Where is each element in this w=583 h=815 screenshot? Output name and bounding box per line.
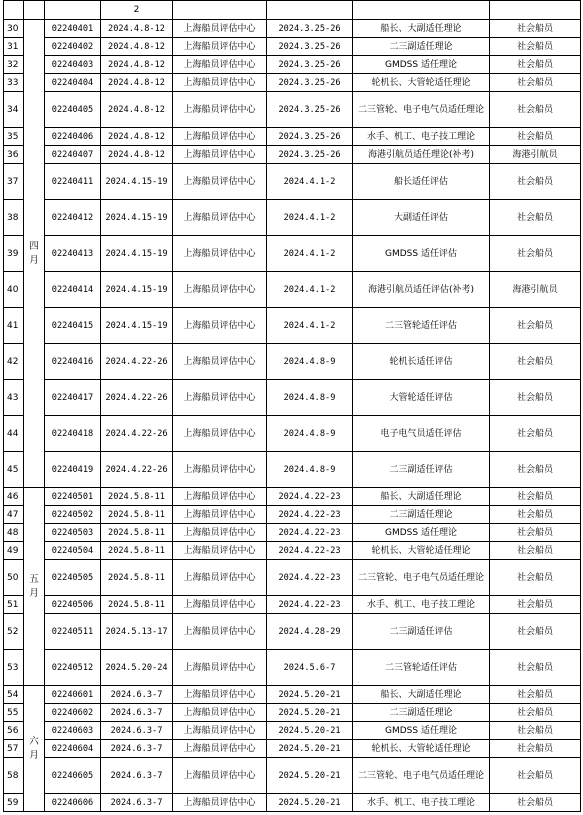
exam-center: 上海船员评估中心 <box>173 344 267 380</box>
exam-center: 上海船员评估中心 <box>173 200 267 236</box>
serial-number: 02240415 <box>45 308 101 344</box>
row-index: 43 <box>4 380 24 416</box>
training-date: 2024.4.8-12 <box>101 20 173 38</box>
exam-date: 2024.3.25-26 <box>267 74 353 92</box>
exam-date: 2024.5.6-7 <box>267 650 353 686</box>
exam-subject: 轮机长适任评估 <box>353 344 490 380</box>
candidate-category: 社会船员 <box>490 416 581 452</box>
training-date: 2024.4.22-26 <box>101 416 173 452</box>
table-row <box>4 488 581 506</box>
exam-center: 上海船员评估中心 <box>173 596 267 614</box>
table-row <box>4 524 581 542</box>
exam-date: 2024.5.20-21 <box>267 794 353 812</box>
candidate-category: 社会船员 <box>490 128 581 146</box>
exam-center: 上海船员评估中心 <box>173 20 267 38</box>
row-index: 37 <box>4 164 24 200</box>
training-date: 2024.5.20-24 <box>101 650 173 686</box>
serial-number: 02240419 <box>45 452 101 488</box>
exam-subject: 船长适任评估 <box>353 164 490 200</box>
exam-subject: 水手、机工、电子技工理论 <box>353 596 490 614</box>
serial-number: 02240417 <box>45 380 101 416</box>
exam-date: 2024.5.20-21 <box>267 758 353 794</box>
candidate-category: 海港引航员 <box>490 272 581 308</box>
training-date: 2024.6.3-7 <box>101 704 173 722</box>
serial-number: 02240605 <box>45 758 101 794</box>
exam-center: 上海船员评估中心 <box>173 380 267 416</box>
row-index: 46 <box>4 488 24 506</box>
exam-subject: 水手、机工、电子技工理论 <box>353 128 490 146</box>
exam-date: 2024.4.1-2 <box>267 272 353 308</box>
exam-subject: 轮机长、大管轮适任理论 <box>353 542 490 560</box>
candidate-category: 社会船员 <box>490 200 581 236</box>
table-row <box>4 380 581 416</box>
month-label: 六 月 <box>24 686 45 812</box>
training-date: 2024.5.8-11 <box>101 506 173 524</box>
exam-date: 2024.3.25-26 <box>267 92 353 128</box>
training-date: 2024.5.8-11 <box>101 560 173 596</box>
exam-subject: 二三副适任理论 <box>353 38 490 56</box>
exam-subject: 二三管轮、电子电气员适任理论 <box>353 758 490 794</box>
row-index: 54 <box>4 686 24 704</box>
exam-subject: GMDSS 适任理论 <box>353 56 490 74</box>
candidate-category: 社会船员 <box>490 704 581 722</box>
training-date: 2024.4.22-26 <box>101 452 173 488</box>
table-row <box>4 146 581 164</box>
exam-center: 上海船员评估中心 <box>173 704 267 722</box>
exam-date: 2024.3.25-26 <box>267 38 353 56</box>
exam-center: 上海船员评估中心 <box>173 236 267 272</box>
row-index: 42 <box>4 344 24 380</box>
serial-number: 02240416 <box>45 344 101 380</box>
exam-subject: GMDSS 适任理论 <box>353 722 490 740</box>
table-row-fragment <box>4 1 581 20</box>
month-label: 五 月 <box>24 488 45 686</box>
exam-center: 上海船员评估中心 <box>173 92 267 128</box>
exam-center: 上海船员评估中心 <box>173 506 267 524</box>
candidate-category: 社会船员 <box>490 92 581 128</box>
row-index: 35 <box>4 128 24 146</box>
exam-date: 2024.4.22-23 <box>267 542 353 560</box>
exam-subject: 船长、大副适任理论 <box>353 20 490 38</box>
table-row <box>4 38 581 56</box>
serial-number: 02240413 <box>45 236 101 272</box>
candidate-category: 社会船员 <box>490 794 581 812</box>
serial-number: 02240502 <box>45 506 101 524</box>
training-date: 2024.6.3-7 <box>101 740 173 758</box>
candidate-category: 社会船员 <box>490 344 581 380</box>
training-date: 2024.4.15-19 <box>101 308 173 344</box>
training-date: 2024.4.15-19 <box>101 200 173 236</box>
exam-date: 2024.4.22-23 <box>267 524 353 542</box>
row-index: 48 <box>4 524 24 542</box>
table-row <box>4 560 581 596</box>
table-row <box>4 452 581 488</box>
candidate-category: 社会船员 <box>490 524 581 542</box>
row-index: 55 <box>4 704 24 722</box>
exam-center: 上海船员评估中心 <box>173 524 267 542</box>
serial-number: 02240504 <box>45 542 101 560</box>
schedule-table-body <box>4 1 581 812</box>
exam-center: 上海船员评估中心 <box>173 308 267 344</box>
exam-center: 上海船员评估中心 <box>173 740 267 758</box>
training-date: 2024.6.3-7 <box>101 686 173 704</box>
exam-center: 上海船员评估中心 <box>173 614 267 650</box>
exam-date: 2024.4.22-23 <box>267 488 353 506</box>
training-date: 2024.4.22-26 <box>101 344 173 380</box>
exam-center: 上海船员评估中心 <box>173 38 267 56</box>
exam-center: 上海船员评估中心 <box>173 542 267 560</box>
exam-subject: 二三管轮适任评估 <box>353 650 490 686</box>
exam-center: 上海船员评估中心 <box>173 74 267 92</box>
exam-subject: 二三副适任评估 <box>353 614 490 650</box>
table-row <box>4 506 581 524</box>
empty-cell <box>173 1 267 20</box>
exam-date: 2024.5.20-21 <box>267 686 353 704</box>
row-index: 38 <box>4 200 24 236</box>
candidate-category: 社会船员 <box>490 164 581 200</box>
candidate-category: 社会船员 <box>490 20 581 38</box>
table-row <box>4 614 581 650</box>
exam-subject: 二三副适任理论 <box>353 704 490 722</box>
exam-center: 上海船员评估中心 <box>173 164 267 200</box>
table-row <box>4 272 581 308</box>
exam-subject: 二三管轮、电子电气员适任理论 <box>353 92 490 128</box>
serial-number: 02240501 <box>45 488 101 506</box>
serial-number: 02240602 <box>45 704 101 722</box>
training-date: 2024.4.8-12 <box>101 128 173 146</box>
exam-center: 上海船员评估中心 <box>173 416 267 452</box>
candidate-category: 社会船员 <box>490 236 581 272</box>
train-date-fragment: 2 <box>101 1 173 20</box>
table-row <box>4 344 581 380</box>
exam-date: 2024.3.25-26 <box>267 20 353 38</box>
table-row <box>4 416 581 452</box>
exam-date: 2024.4.28-29 <box>267 614 353 650</box>
row-index: 57 <box>4 740 24 758</box>
serial-number: 02240412 <box>45 200 101 236</box>
schedule-page <box>3 0 580 812</box>
exam-center: 上海船员评估中心 <box>173 722 267 740</box>
row-index: 47 <box>4 506 24 524</box>
exam-subject: 轮机长、大管轮适任理论 <box>353 74 490 92</box>
exam-date: 2024.3.25-26 <box>267 146 353 164</box>
exam-center: 上海船员评估中心 <box>173 794 267 812</box>
exam-subject: 水手、机工、电子技工理论 <box>353 794 490 812</box>
row-index: 31 <box>4 38 24 56</box>
training-date: 2024.6.3-7 <box>101 758 173 794</box>
row-index: 52 <box>4 614 24 650</box>
serial-number: 02240405 <box>45 92 101 128</box>
serial-number: 02240503 <box>45 524 101 542</box>
empty-cell <box>45 1 101 20</box>
table-row <box>4 686 581 704</box>
candidate-category: 社会船员 <box>490 506 581 524</box>
table-row <box>4 92 581 128</box>
row-index: 32 <box>4 56 24 74</box>
exam-date: 2024.4.1-2 <box>267 236 353 272</box>
table-row <box>4 200 581 236</box>
candidate-category: 社会船员 <box>490 758 581 794</box>
serial-number: 02240601 <box>45 686 101 704</box>
candidate-category: 社会船员 <box>490 452 581 488</box>
serial-number: 02240402 <box>45 38 101 56</box>
candidate-category: 社会船员 <box>490 56 581 74</box>
table-row <box>4 542 581 560</box>
table-row <box>4 758 581 794</box>
exam-center: 上海船员评估中心 <box>173 146 267 164</box>
row-index: 41 <box>4 308 24 344</box>
row-index: 56 <box>4 722 24 740</box>
serial-number: 02240403 <box>45 56 101 74</box>
training-date: 2024.5.8-11 <box>101 524 173 542</box>
candidate-category: 社会船员 <box>490 596 581 614</box>
exam-date: 2024.5.20-21 <box>267 704 353 722</box>
table-row <box>4 740 581 758</box>
exam-date: 2024.3.25-26 <box>267 128 353 146</box>
table-row <box>4 236 581 272</box>
exam-center: 上海船员评估中心 <box>173 560 267 596</box>
exam-subject: GMDSS 适任理论 <box>353 524 490 542</box>
exam-subject: 二三副适任评估 <box>353 452 490 488</box>
training-date: 2024.4.22-26 <box>101 380 173 416</box>
serial-number: 02240505 <box>45 560 101 596</box>
exam-center: 上海船员评估中心 <box>173 56 267 74</box>
training-date: 2024.6.3-7 <box>101 794 173 812</box>
table-row <box>4 164 581 200</box>
exam-date: 2024.4.8-9 <box>267 452 353 488</box>
row-index: 39 <box>4 236 24 272</box>
table-row <box>4 20 581 38</box>
exam-date: 2024.4.22-23 <box>267 596 353 614</box>
serial-number: 02240604 <box>45 740 101 758</box>
exam-center: 上海船员评估中心 <box>173 650 267 686</box>
serial-number: 02240511 <box>45 614 101 650</box>
serial-number: 02240512 <box>45 650 101 686</box>
training-date: 2024.4.15-19 <box>101 236 173 272</box>
exam-subject: 轮机长、大管轮适任理论 <box>353 740 490 758</box>
row-index: 51 <box>4 596 24 614</box>
exam-date: 2024.4.1-2 <box>267 308 353 344</box>
training-date: 2024.6.3-7 <box>101 722 173 740</box>
table-row <box>4 704 581 722</box>
row-index: 58 <box>4 758 24 794</box>
training-date: 2024.4.8-12 <box>101 56 173 74</box>
serial-number: 02240411 <box>45 164 101 200</box>
table-row <box>4 74 581 92</box>
exam-subject: GMDSS 适任评估 <box>353 236 490 272</box>
table-row <box>4 308 581 344</box>
training-date: 2024.4.8-12 <box>101 38 173 56</box>
table-row <box>4 794 581 812</box>
exam-date: 2024.4.8-9 <box>267 344 353 380</box>
exam-subject: 电子电气员适任评估 <box>353 416 490 452</box>
candidate-category: 社会船员 <box>490 308 581 344</box>
candidate-category: 社会船员 <box>490 380 581 416</box>
training-date: 2024.4.15-19 <box>101 164 173 200</box>
training-date: 2024.5.8-11 <box>101 542 173 560</box>
exam-center: 上海船员评估中心 <box>173 758 267 794</box>
exam-subject: 大管轮适任评估 <box>353 380 490 416</box>
month-label: 四 月 <box>24 20 45 488</box>
serial-number: 02240606 <box>45 794 101 812</box>
row-index: 49 <box>4 542 24 560</box>
row-index: 59 <box>4 794 24 812</box>
training-date: 2024.4.8-12 <box>101 74 173 92</box>
row-index: 34 <box>4 92 24 128</box>
exam-date: 2024.4.8-9 <box>267 416 353 452</box>
exam-center: 上海船员评估中心 <box>173 686 267 704</box>
table-row <box>4 650 581 686</box>
candidate-category: 社会船员 <box>490 488 581 506</box>
exam-subject: 船长、大副适任理论 <box>353 686 490 704</box>
table-row <box>4 56 581 74</box>
candidate-category: 社会船员 <box>490 722 581 740</box>
empty-cell <box>267 1 353 20</box>
row-index: 50 <box>4 560 24 596</box>
exam-schedule-table <box>3 0 581 812</box>
training-date: 2024.4.15-19 <box>101 272 173 308</box>
exam-date: 2024.4.1-2 <box>267 164 353 200</box>
exam-subject: 二三管轮、电子电气员适任理论 <box>353 560 490 596</box>
candidate-category: 社会船员 <box>490 740 581 758</box>
exam-subject: 二三副适任理论 <box>353 506 490 524</box>
row-index: 33 <box>4 74 24 92</box>
candidate-category: 社会船员 <box>490 38 581 56</box>
exam-date: 2024.4.8-9 <box>267 380 353 416</box>
exam-subject: 海港引航员适任评估(补考) <box>353 272 490 308</box>
empty-cell <box>4 1 24 20</box>
exam-subject: 海港引航员适任理论(补考) <box>353 146 490 164</box>
serial-number: 02240407 <box>45 146 101 164</box>
serial-number: 02240404 <box>45 74 101 92</box>
serial-number: 02240406 <box>45 128 101 146</box>
exam-date: 2024.3.25-26 <box>267 56 353 74</box>
exam-center: 上海船员评估中心 <box>173 128 267 146</box>
exam-subject: 船长、大副适任理论 <box>353 488 490 506</box>
empty-cell <box>490 1 581 20</box>
candidate-category: 社会船员 <box>490 650 581 686</box>
table-row <box>4 596 581 614</box>
exam-subject: 大副适任评估 <box>353 200 490 236</box>
exam-date: 2024.5.20-21 <box>267 722 353 740</box>
candidate-category: 社会船员 <box>490 74 581 92</box>
table-row <box>4 722 581 740</box>
empty-cell <box>24 1 45 20</box>
row-index: 45 <box>4 452 24 488</box>
row-index: 36 <box>4 146 24 164</box>
serial-number: 02240401 <box>45 20 101 38</box>
row-index: 53 <box>4 650 24 686</box>
training-date: 2024.5.8-11 <box>101 596 173 614</box>
candidate-category: 海港引航员 <box>490 146 581 164</box>
serial-number: 02240506 <box>45 596 101 614</box>
row-index: 40 <box>4 272 24 308</box>
serial-number: 02240603 <box>45 722 101 740</box>
exam-date: 2024.4.1-2 <box>267 200 353 236</box>
serial-number: 02240414 <box>45 272 101 308</box>
candidate-category: 社会船员 <box>490 686 581 704</box>
exam-center: 上海船员评估中心 <box>173 272 267 308</box>
exam-date: 2024.4.22-23 <box>267 560 353 596</box>
candidate-category: 社会船员 <box>490 560 581 596</box>
candidate-category: 社会船员 <box>490 542 581 560</box>
candidate-category: 社会船员 <box>490 614 581 650</box>
training-date: 2024.5.8-11 <box>101 488 173 506</box>
serial-number: 02240418 <box>45 416 101 452</box>
training-date: 2024.5.13-17 <box>101 614 173 650</box>
exam-center: 上海船员评估中心 <box>173 452 267 488</box>
exam-date: 2024.4.22-23 <box>267 506 353 524</box>
exam-center: 上海船员评估中心 <box>173 488 267 506</box>
empty-cell <box>353 1 490 20</box>
row-index: 30 <box>4 20 24 38</box>
exam-date: 2024.5.20-21 <box>267 740 353 758</box>
training-date: 2024.4.8-12 <box>101 92 173 128</box>
table-row <box>4 128 581 146</box>
training-date: 2024.4.8-12 <box>101 146 173 164</box>
row-index: 44 <box>4 416 24 452</box>
exam-subject: 二三管轮适任评估 <box>353 308 490 344</box>
